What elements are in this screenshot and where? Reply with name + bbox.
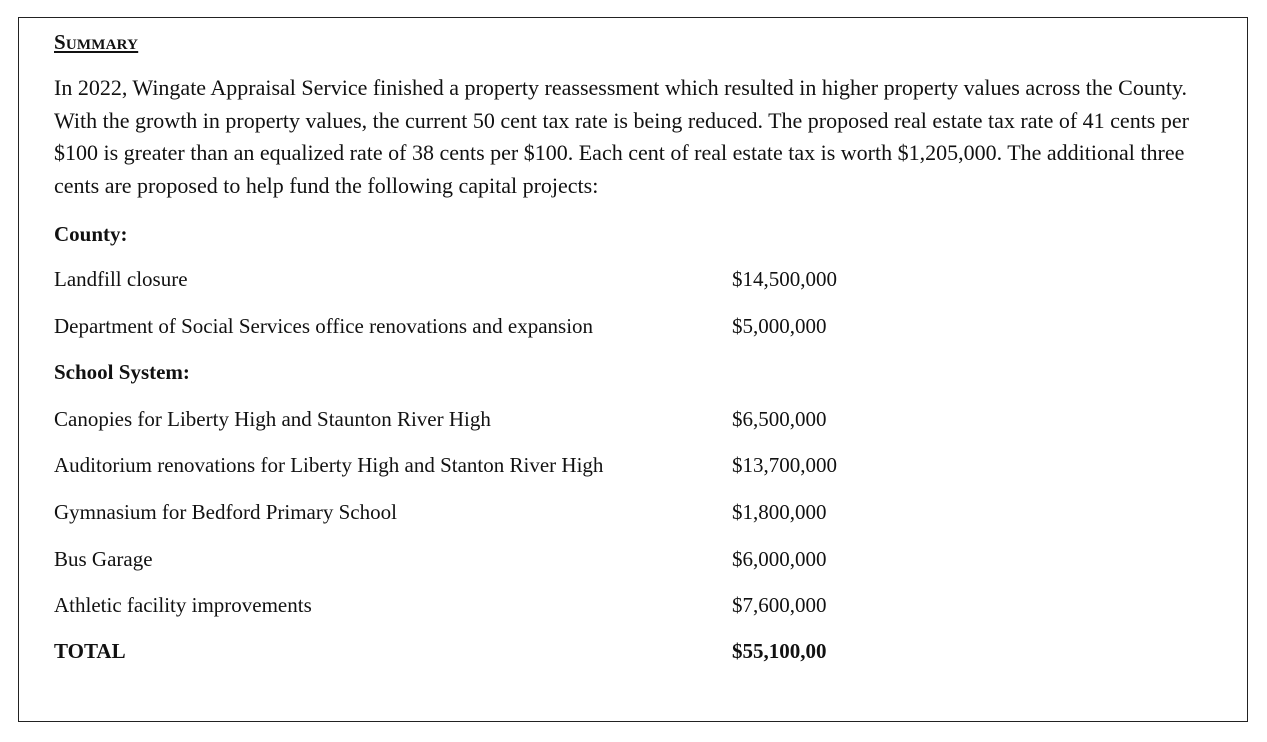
county-item-name: Landfill closure	[54, 267, 188, 291]
county-item-name: Department of Social Services office renovations and expansion	[54, 314, 594, 338]
total-amount: $55,100,00	[732, 639, 827, 663]
county-item-amount: $14,500,000	[732, 267, 837, 291]
school-item-amount: $6,500,000	[732, 407, 827, 431]
school-item-amount: $1,800,000	[732, 500, 827, 524]
summary-paragraph: In 2022, Wingate Appraisal Service finished a property reassessment which resulted in higher property values across the County. With the growth in property values, the current 50 cent tax rate is being reduced. The proposed real estate tax rate of 41 cents per $100 is greater than an equalized rate of 38 cents per $100. Each cent of real estate tax is worth $1,205,000. The additional three cents are proposed to help fund the following capital projects:	[54, 75, 1189, 198]
school-item-amount: $13,700,000	[732, 453, 837, 477]
school-item-name: Athletic facility improvements	[54, 593, 312, 617]
total-label: TOTAL	[54, 639, 126, 663]
school-item-amount: $7,600,000	[732, 593, 827, 617]
school-item-name: Canopies for Liberty High and Staunton River High	[54, 407, 491, 431]
county-label: County:	[54, 222, 128, 246]
school-item-name: Gymnasium for Bedford Primary School	[54, 500, 397, 524]
school-system-label: School System:	[54, 360, 190, 384]
school-item-amount: $6,000,000	[732, 547, 827, 571]
section-heading: Summary	[54, 30, 139, 54]
county-item-amount: $5,000,000	[732, 314, 827, 338]
school-item-name: Bus Garage	[54, 547, 153, 571]
school-item-name: Auditorium renovations for Liberty High and Stanton River High	[54, 453, 604, 477]
